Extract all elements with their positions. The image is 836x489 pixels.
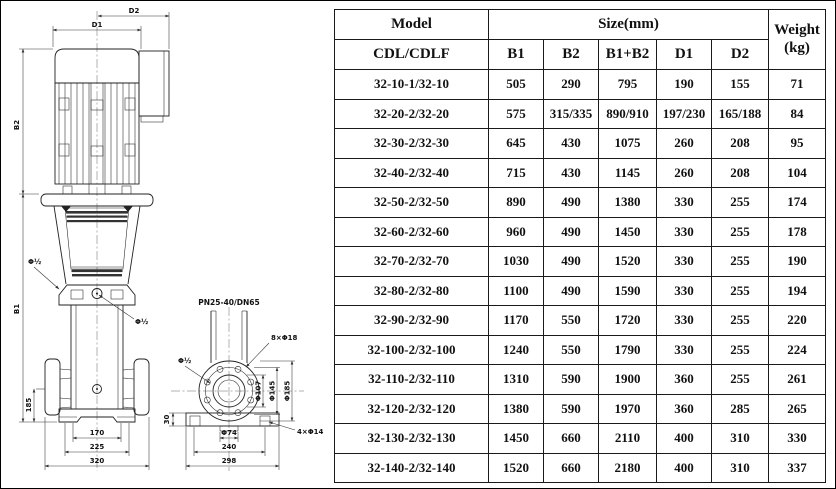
value-cell: 1970 [599, 394, 657, 424]
port-label-2: Φ½ [135, 318, 149, 326]
dim-d1-label: D1 [91, 21, 103, 29]
weight-header-line1: Weight [774, 22, 820, 39]
value-cell: 960 [489, 217, 544, 247]
value-cell: 165/188 [712, 99, 769, 129]
value-cell: 255 [712, 217, 769, 247]
value-cell: 265 [769, 394, 826, 424]
dim-b2-label: B2 [13, 119, 21, 131]
table-row [335, 70, 826, 100]
value-cell: 1450 [599, 217, 657, 247]
dim-foot-inner-label: 170 [89, 429, 105, 437]
head-bolt-pad [111, 290, 123, 299]
flange-spec-label: PN25-40/DN65 [198, 298, 260, 307]
model-series-header: CDL/CDLF [335, 40, 489, 70]
size-header: Size(mm) [489, 10, 769, 40]
value-cell: 1075 [599, 129, 657, 159]
model-cell: 32-120-2/32-120 [335, 394, 489, 424]
model-cell: 32-70-2/32-70 [335, 247, 489, 277]
value-cell: 1590 [599, 276, 657, 306]
model-cell: 32-20-2/32-20 [335, 99, 489, 129]
value-cell: 360 [657, 365, 712, 395]
value-cell: 315/335 [544, 99, 599, 129]
value-cell: 310 [712, 424, 769, 454]
terminal-box [139, 51, 169, 116]
dim-foot-outer-label: 225 [89, 443, 105, 451]
dim-d2-label: D2 [128, 7, 140, 15]
dim-hole-spacing-label: 240 [221, 443, 237, 451]
dim-plate-thickness-label: 30 [163, 414, 171, 425]
value-cell: 890 [489, 188, 544, 218]
value-cell: 715 [489, 158, 544, 188]
value-cell: 890/910 [599, 99, 657, 129]
base-bolt-note: 4×Φ14 [297, 428, 324, 436]
value-cell: 261 [769, 365, 826, 395]
value-cell: 795 [599, 70, 657, 100]
value-cell: 590 [544, 394, 599, 424]
value-cell: 190 [657, 70, 712, 100]
col-header-b2: B2 [544, 40, 599, 70]
value-cell: 1720 [599, 306, 657, 336]
value-cell: 255 [712, 365, 769, 395]
table-row [335, 158, 826, 188]
value-cell: 104 [769, 158, 826, 188]
model-cell: 32-50-2/32-50 [335, 188, 489, 218]
value-cell: 71 [769, 70, 826, 100]
value-cell: 95 [769, 129, 826, 159]
value-cell: 490 [544, 247, 599, 277]
value-cell: 330 [657, 247, 712, 277]
port-label-1: Φ½ [28, 258, 42, 266]
value-cell: 505 [489, 70, 544, 100]
dim-bolt-circle-label: Φ145 [268, 380, 277, 402]
col-header-b1b2: B1+B2 [599, 40, 657, 70]
value-cell: 1450 [489, 424, 544, 454]
model-cell: 32-130-2/32-130 [335, 424, 489, 454]
value-cell: 155 [712, 70, 769, 100]
model-cell: 32-60-2/32-60 [335, 217, 489, 247]
table-row [335, 129, 826, 159]
col-header-b1: B1 [489, 40, 544, 70]
value-cell: 1380 [489, 394, 544, 424]
weight-header-line2: (kg) [784, 39, 810, 56]
value-cell: 400 [657, 424, 712, 454]
value-cell: 360 [657, 394, 712, 424]
value-cell: 2180 [599, 453, 657, 483]
value-cell: 1520 [489, 453, 544, 483]
model-cell: 32-80-2/32-80 [335, 276, 489, 306]
value-cell: 174 [769, 188, 826, 218]
head-bolt-pad [71, 290, 83, 299]
discharge-flange [123, 359, 149, 415]
value-cell: 285 [712, 394, 769, 424]
col-header-d2: D2 [712, 40, 769, 70]
value-cell: 255 [712, 306, 769, 336]
value-cell: 1790 [599, 335, 657, 365]
front-dimensions [13, 7, 169, 470]
value-cell: 430 [544, 129, 599, 159]
value-cell: 400 [657, 453, 712, 483]
port-label-3: Φ½ [178, 357, 192, 365]
model-cell: 32-10-1/32-10 [335, 70, 489, 100]
value-cell: 2110 [599, 424, 657, 454]
value-cell: 190 [769, 247, 826, 277]
col-header-d1: D1 [657, 40, 712, 70]
table-row [335, 99, 826, 129]
table-row [335, 335, 826, 365]
value-cell: 260 [657, 158, 712, 188]
value-cell: 575 [489, 99, 544, 129]
value-cell: 430 [544, 158, 599, 188]
suction-flange [45, 359, 71, 415]
value-cell: 194 [769, 276, 826, 306]
dimension-table [334, 9, 826, 483]
model-cell: 32-110-2/32-110 [335, 365, 489, 395]
value-cell: 208 [712, 129, 769, 159]
value-cell: 260 [657, 129, 712, 159]
pump-dimension-drawing [1, 1, 334, 489]
flange-bolt-note: 8×Φ18 [271, 334, 298, 342]
model-cell: 32-90-2/32-90 [335, 306, 489, 336]
table-row [335, 424, 826, 454]
model-header: Model [335, 10, 489, 40]
table-row [335, 394, 826, 424]
value-cell: 1520 [599, 247, 657, 277]
model-cell: 32-100-2/32-100 [335, 335, 489, 365]
value-cell: 490 [544, 217, 599, 247]
header-row-2 [335, 40, 826, 70]
value-cell: 660 [544, 453, 599, 483]
value-cell: 255 [712, 276, 769, 306]
table-row [335, 276, 826, 306]
value-cell: 1240 [489, 335, 544, 365]
value-cell: 84 [769, 99, 826, 129]
dim-inner-dia-label: Φ107 [254, 380, 263, 402]
model-cell: 32-140-2/32-140 [335, 453, 489, 483]
value-cell: 224 [769, 335, 826, 365]
dim-port-height-label: 185 [25, 397, 33, 413]
model-cell: 32-40-2/32-40 [335, 158, 489, 188]
value-cell: 1900 [599, 365, 657, 395]
value-cell: 290 [544, 70, 599, 100]
value-cell: 330 [657, 335, 712, 365]
table-row [335, 453, 826, 483]
weight-header [769, 10, 826, 70]
dim-hub-dia-label: Φ74 [221, 429, 237, 437]
value-cell: 550 [544, 306, 599, 336]
value-cell: 1310 [489, 365, 544, 395]
table-row [335, 217, 826, 247]
value-cell: 330 [657, 188, 712, 218]
table-row [335, 188, 826, 218]
value-cell: 337 [769, 453, 826, 483]
side-dimensions [163, 334, 324, 470]
value-cell: 1030 [489, 247, 544, 277]
value-cell: 590 [544, 365, 599, 395]
model-cell: 32-30-2/32-30 [335, 129, 489, 159]
value-cell: 178 [769, 217, 826, 247]
value-cell: 490 [544, 276, 599, 306]
dim-b1-label: B1 [13, 303, 21, 315]
value-cell: 330 [657, 306, 712, 336]
dim-base-width-label: 320 [89, 457, 105, 465]
value-cell: 1380 [599, 188, 657, 218]
value-cell: 197/230 [657, 99, 712, 129]
value-cell: 255 [712, 188, 769, 218]
value-cell: 550 [544, 335, 599, 365]
table-row [335, 247, 826, 277]
front-view [41, 11, 169, 471]
table-row [335, 365, 826, 395]
value-cell: 660 [544, 424, 599, 454]
value-cell: 645 [489, 129, 544, 159]
value-cell: 310 [712, 453, 769, 483]
value-cell: 490 [544, 188, 599, 218]
value-cell: 330 [657, 217, 712, 247]
dim-plate-length-label: 298 [221, 457, 237, 465]
value-cell: 330 [657, 276, 712, 306]
value-cell: 255 [712, 335, 769, 365]
value-cell: 1145 [599, 158, 657, 188]
value-cell: 1100 [489, 276, 544, 306]
header-row-1 [335, 10, 826, 40]
value-cell: 220 [769, 306, 826, 336]
value-cell: 255 [712, 247, 769, 277]
table-row [335, 306, 826, 336]
value-cell: 330 [769, 424, 826, 454]
dim-outer-dia-label: Φ185 [283, 380, 292, 402]
value-cell: 1170 [489, 306, 544, 336]
value-cell: 208 [712, 158, 769, 188]
